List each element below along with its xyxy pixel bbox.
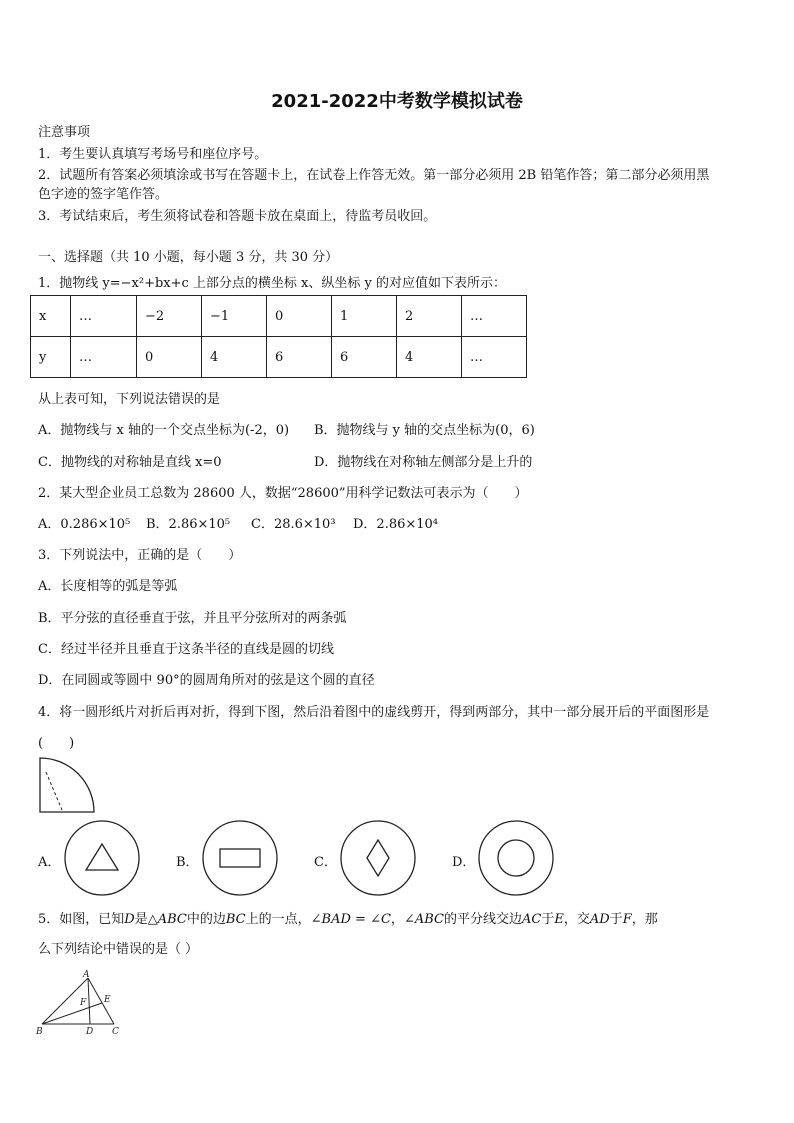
outer-circle	[341, 821, 415, 895]
diamond-icon	[367, 840, 389, 876]
q3-option-c: C．经过半径并且垂直于这条半径的直线是圆的切线	[38, 642, 334, 657]
q5-triangle-figure	[34, 968, 134, 1040]
q4-option-d-figure	[478, 820, 554, 896]
table-cell: …	[71, 296, 137, 337]
inner-circle-icon	[498, 840, 534, 876]
label-a: A	[83, 970, 90, 980]
q1-option-b: B．抛物线与 y 轴的交点坐标为(0，6)	[314, 423, 535, 438]
table-cell: 6	[267, 337, 332, 378]
outer-circle	[65, 821, 139, 895]
notes-heading: 注意事项	[38, 125, 91, 140]
cut-dashed-line	[46, 772, 62, 810]
q1-value-table	[30, 295, 527, 378]
q5-text: 上的一点，	[245, 912, 311, 927]
quarter-circle-shape	[40, 758, 94, 812]
q5-text: 的平分线交边	[443, 912, 522, 927]
label-f: F	[80, 998, 87, 1008]
q5-stem-line1	[38, 908, 658, 927]
q5-math: ∠ABC	[403, 912, 444, 927]
page-title: 2021-2022中考数学模拟试卷	[271, 91, 523, 112]
section-heading: 一、选择题（共 10 小题，每小题 3 分，共 30 分）	[38, 250, 339, 265]
table-cell: 4	[202, 337, 267, 378]
label-b: B	[36, 1027, 43, 1037]
q2-option-b: B．2.86×10⁵	[146, 517, 231, 532]
q4-option-label-c: C．	[314, 855, 337, 870]
q5-math: BC	[225, 912, 246, 927]
q5-math: D	[124, 912, 135, 927]
q5-text: 于	[541, 912, 555, 927]
q4-option-b-figure	[202, 820, 278, 896]
q5-text: 中的边	[186, 912, 226, 927]
q5-text: 是	[134, 912, 148, 927]
q5-text: ，那	[631, 912, 658, 927]
q5-stem-line2: 么下列结论中错误的是（ ）	[38, 942, 199, 957]
q2-stem: 2．某大型企业员工总数为 28600 人，数据“28600”用科学记数法可表示为（ ）	[38, 486, 528, 501]
note-item: 3．考试结束后，考生须将试卷和答题卡放在桌面上，待监考员收回。	[38, 209, 437, 224]
q4-folded-paper-figure	[38, 756, 98, 816]
table-cell: 0	[137, 337, 202, 378]
q5-math: △ABC	[147, 912, 187, 927]
q5-text: 于	[609, 912, 623, 927]
q4-option-a-figure	[64, 820, 140, 896]
label-c: C	[112, 1027, 119, 1037]
table-cell: …	[462, 337, 527, 378]
table-cell: 2	[397, 296, 462, 337]
segment-be	[42, 1003, 102, 1024]
q1-stem: 1．抛物线 y=−x²+bx+c 上部分点的横坐标 x、纵坐标 y 的对应值如下表所示：	[38, 276, 507, 291]
table-cell: 6	[332, 337, 397, 378]
q5-text: ，	[390, 912, 404, 927]
table-cell: 1	[332, 296, 397, 337]
table-cell: 4	[397, 337, 462, 378]
table-row	[31, 296, 527, 337]
table-cell: −2	[137, 296, 202, 337]
table-cell: x	[31, 296, 71, 337]
q2-option-d: D．2.86×10⁴	[353, 517, 439, 532]
q4-option-label-d: D．	[452, 855, 476, 870]
outer-circle	[479, 821, 553, 895]
q5-math: AD	[589, 912, 610, 927]
q3-stem: 3．下列说法中，正确的是（ ）	[38, 548, 242, 563]
q1-option-a: A．抛物线与 x 轴的一个交点坐标为(-2，0)	[38, 423, 290, 438]
q5-math: ∠BAD = ∠C	[310, 912, 391, 927]
table-cell: …	[71, 337, 137, 378]
table-cell: y	[31, 337, 71, 378]
table-row	[31, 337, 527, 378]
q3-option-d: D．在同圆或等圆中 90°的圆周角所对的弦是这个圆的直径	[38, 673, 375, 688]
q3-option-b: B．平分弦的直径垂直于弦，并且平分弦所对的两条弧	[38, 611, 347, 626]
table-cell: 0	[267, 296, 332, 337]
q4-option-c-figure	[340, 820, 416, 896]
table-cell: …	[462, 296, 527, 337]
q5-math: E	[554, 912, 564, 927]
note-item: 2．试题所有答案必须填涂或书写在答题卡上，在试卷上作答无效。第一部分必须用 2B 铅笔作答；第二部分必须用黑	[38, 168, 710, 183]
q5-text: 5．如图，已知	[38, 912, 125, 927]
note-item: 色字迹的签字笔作答。	[38, 187, 169, 202]
table-cell: −1	[202, 296, 267, 337]
q5-math: AC	[521, 912, 542, 927]
q2-option-c: C．28.6×10³	[251, 517, 336, 532]
q1-option-c: C．抛物线的对称轴是直线 x=0	[38, 455, 222, 470]
outer-circle	[203, 821, 277, 895]
q3-option-a: A．长度相等的弧是等弧	[38, 579, 178, 594]
q4-stem: 4．将一圆形纸片对折后再对折，得到下图，然后沿着图中的虚线剪开，得到两部分，其中一部分展开后的平面图形是	[38, 705, 710, 720]
label-d: D	[86, 1027, 94, 1037]
segment-ad	[88, 978, 90, 1024]
rectangle-icon	[220, 849, 260, 867]
q5-text: ，交	[563, 912, 590, 927]
q5-math: F	[622, 912, 632, 927]
q4-option-label-b: B．	[176, 855, 199, 870]
triangle-icon	[86, 844, 118, 870]
q4-option-label-a: A．	[38, 855, 61, 870]
q2-option-a: A．0.286×10⁵	[38, 517, 131, 532]
note-item: 1．考生要认真填写考场号和座位序号。	[38, 147, 268, 162]
q1-option-d: D．抛物线在对称轴左侧部分是上升的	[314, 455, 533, 470]
q1-follow: 从上表可知，下列说法错误的是	[38, 392, 221, 407]
q4-paren: ( )	[38, 736, 75, 751]
label-e: E	[104, 995, 111, 1005]
